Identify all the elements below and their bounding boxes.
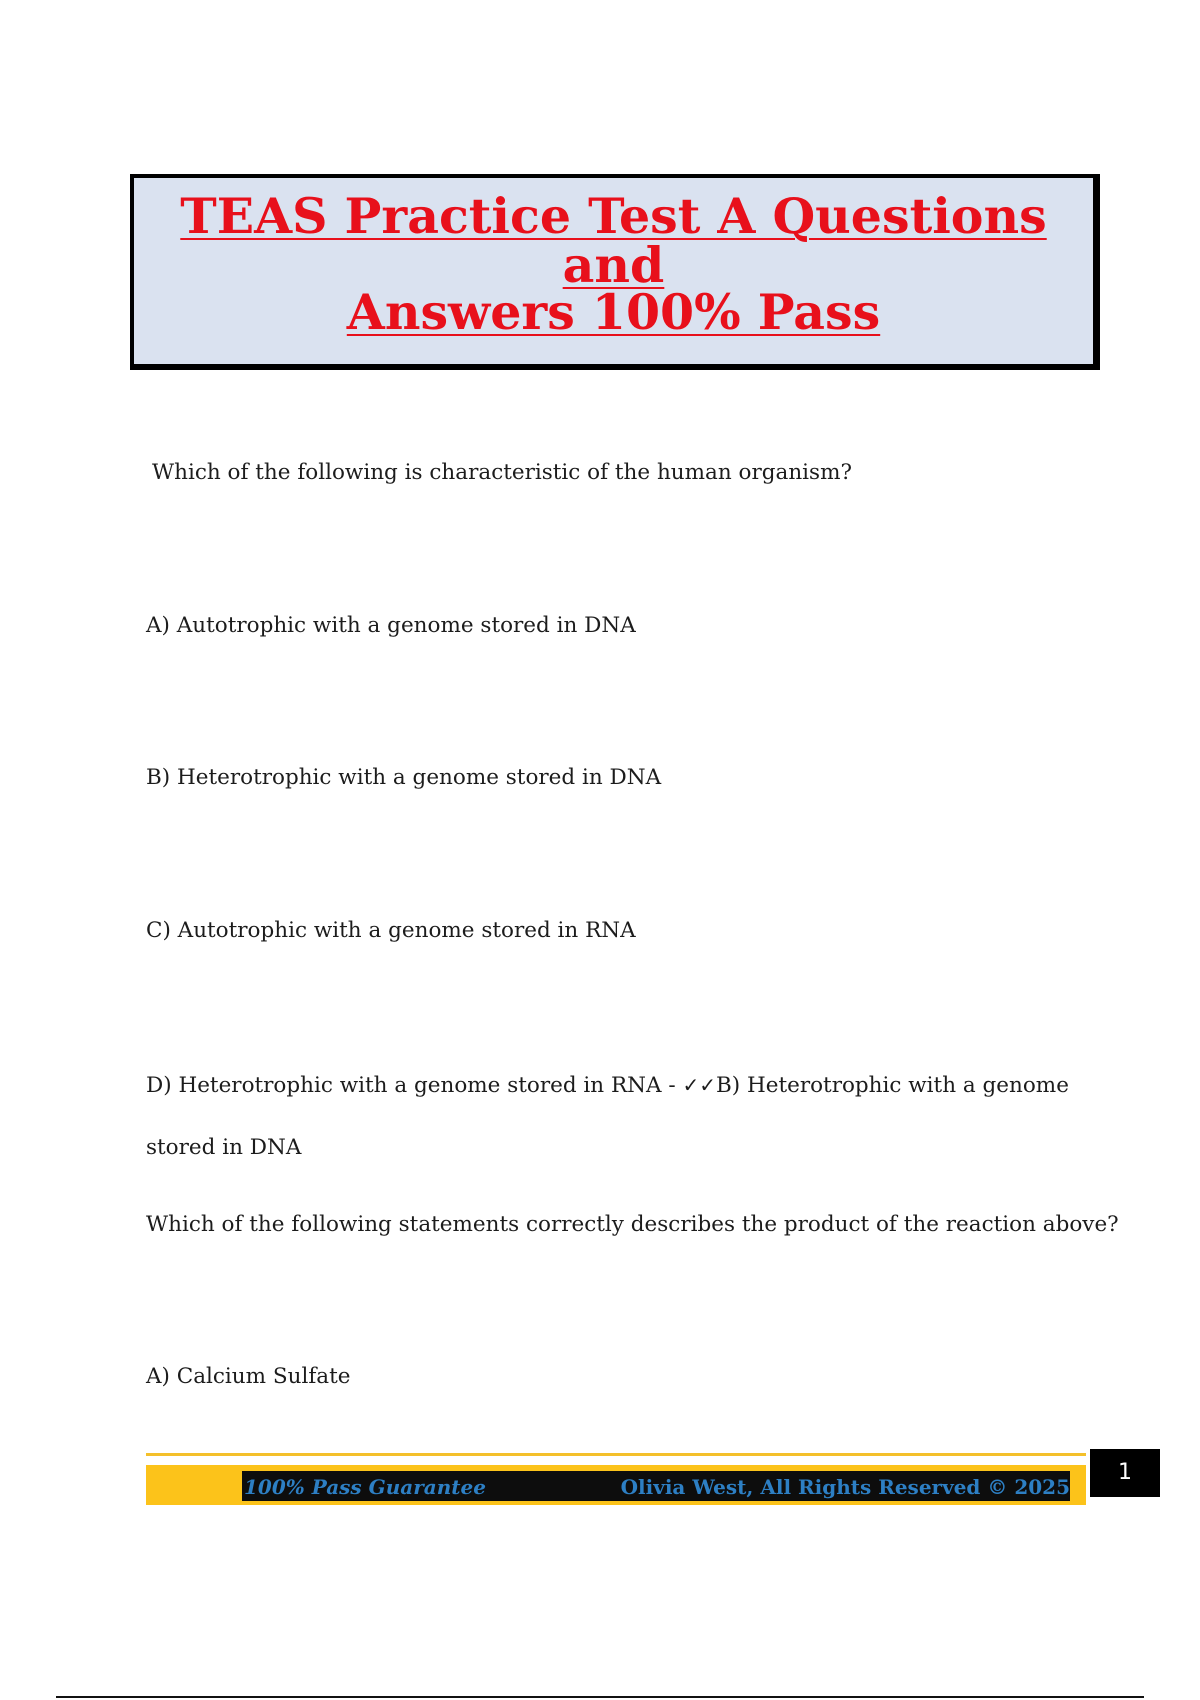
- title-line-2: Answers 100% Pass: [346, 283, 881, 341]
- question-1: Which of the following is characteristic of the human organism?: [152, 460, 853, 485]
- question-1-answer-continued: stored in DNA: [146, 1135, 302, 1160]
- footer-rule: [146, 1453, 1086, 1456]
- page-number: 1: [1090, 1449, 1160, 1497]
- question-2: Which of the following statements correctly describes the product of the reaction above?: [146, 1212, 1119, 1237]
- page-bottom-rule: [56, 1696, 1144, 1698]
- checkmark-icon: ✓✓: [682, 1073, 716, 1097]
- question-1-option-d: D) Heterotrophic with a genome stored in RNA -: [146, 1073, 683, 1098]
- question-1-option-d-line: [146, 1075, 1069, 1097]
- question-1-option-a: A) Autotrophic with a genome stored in DNA: [146, 613, 636, 638]
- footer-right-text: Olivia West, All Rights Reserved © 2025: [620, 1475, 1070, 1499]
- footer-left-text: 100% Pass Guarantee: [244, 1475, 486, 1499]
- question-1-option-b: B) Heterotrophic with a genome stored in DNA: [146, 765, 662, 790]
- question-1-option-c: C) Autotrophic with a genome stored in RNA: [146, 918, 636, 943]
- question-1-answer: B) Heterotrophic with a genome: [715, 1073, 1069, 1098]
- question-2-option-a: A) Calcium Sulfate: [146, 1364, 351, 1389]
- title-line-1: TEAS Practice Test A Questions and: [180, 187, 1047, 294]
- title-box: [130, 174, 1100, 370]
